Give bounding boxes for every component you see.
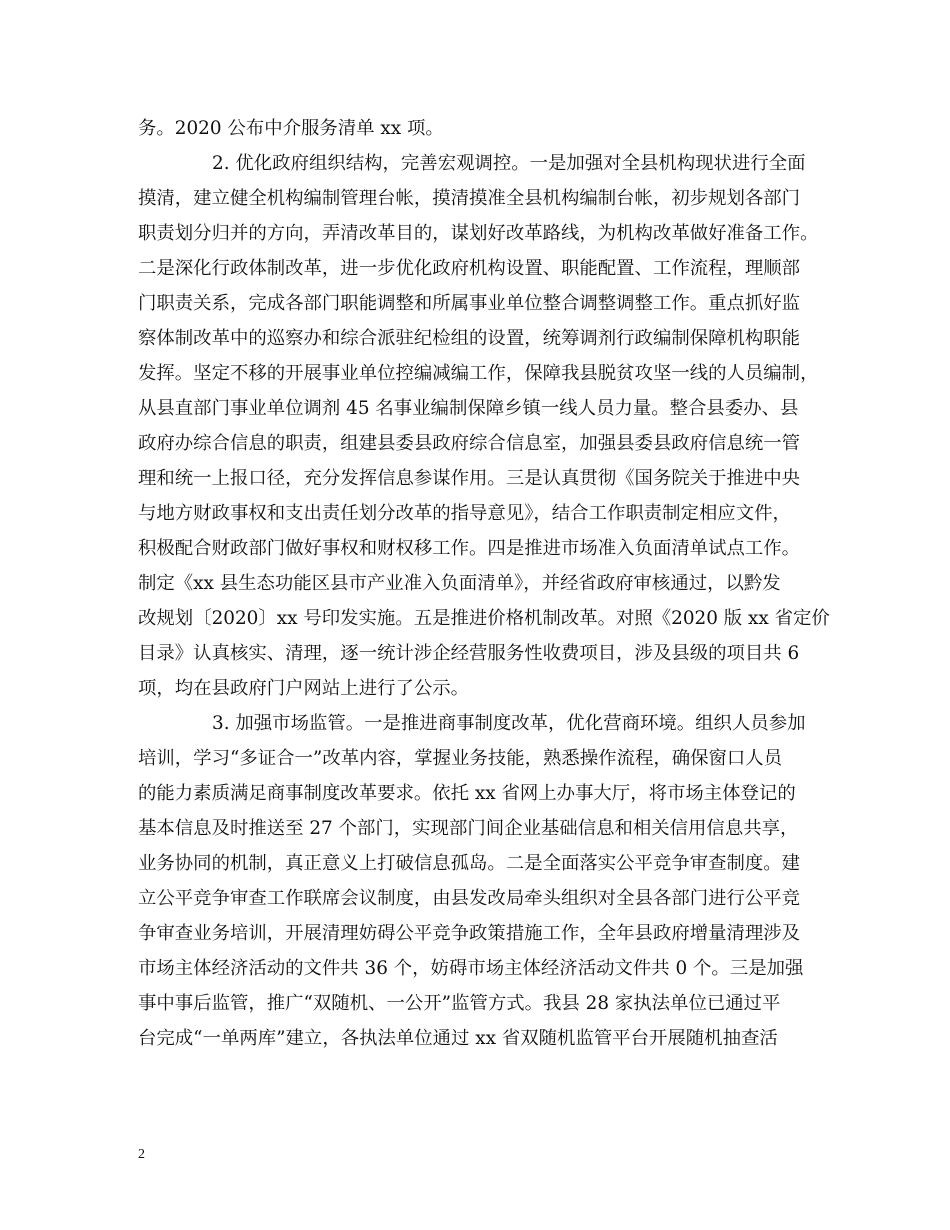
text-line: 项，均在县政府门户网站上进行了公示。 [138,678,470,699]
text-line: 察体制改革中的巡察办和综合派驻纪检组的设置，统筹调剂行政编制保障机构职能 [138,328,801,349]
text-line: 与地方财政事权和支出责任划分改革的指导意见》，结合工作职责制定相应文件， [138,503,791,524]
text-line: 发挥。坚定不移的开展事业单位控编减编工作，保障我县脱贫攻坚一线的人员编制， [138,363,819,384]
text-line: 培训，学习“多证合一”改革内容，掌握业务技能，熟悉操作流程，确保窗口人员 [138,748,783,769]
text-line: 2. 优化政府组织结构，完善宏观调控。一是加强对全县机构现状进行全面 [212,153,806,174]
text-line: 业务协同的机制，真正意义上打破信息孤岛。二是全面落实公平竞争审查制度。建 [138,853,801,874]
text-line: 务。2020 公布中介服务清单 xx 项。 [138,118,444,139]
text-line: 争审查业务培训，开展清理妨碍公平竞争政策措施工作，全年县政府增量清理涉及 [138,923,801,944]
text-line: 改规划〔2020〕xx 号印发实施。五是推进价格机制改革。对照《2020 版 xx 省定价 [138,608,830,629]
text-line: 立公平竞争审查工作联席会议制度，由县发改局牵头组织对全县各部门进行公平竞 [138,888,801,909]
text-line: 政府办综合信息的职责，组建县委县政府综合信息室，加强县委县政府信息统一管 [138,433,801,454]
text-line: 理和统一上报口径，充分发挥信息参谋作用。三是认真贯彻《国务院关于推进中央 [138,468,801,489]
text-line: 的能力素质满足商事制度改革要求。依托 xx 省网上办事大厅，将市场主体登记的 [138,783,796,804]
text-line: 基本信息及时推送至 27 个部门，实现部门间企业基础信息和相关信用信息共享， [138,818,799,839]
page-number: 2 [138,1147,145,1162]
text-line: 摸清，建立健全机构编制管理台帐，摸清摸准全县机构编制台帐，初步规划各部门 [138,188,801,209]
text-line: 职责划分归并的方向，弄清改革目的，谋划好改革路线，为机构改革做好准备工作。 [138,223,819,244]
text-line: 目录》认真核实、清理，逐一统计涉企经营服务性收费项目，涉及县级的项目共 6 [138,643,800,664]
text-line: 市场主体经济活动的文件共 36 个，妨碍市场主体经济活动文件共 0 个。三是加强 [138,958,804,979]
text-line: 制定《xx 县生态功能区县市产业准入负面清单》，并经省政府审核通过，以黔发 [138,573,781,594]
text-line: 台完成“一单两库”建立，各执法单位通过 xx 省双随机监管平台开展随机抽查活 [138,1028,778,1049]
text-line: 事中事后监管，推广“双随机、一公开”监管方式。我县 28 家执法单位已通过平 [138,993,781,1014]
text-line: 从县直部门事业单位调剂 45 名事业编制保障乡镇一线人员力量。整合县委办、县 [138,398,799,419]
text-line: 3. 加强市场监管。一是推进商事制度改革，优化营商环境。组织人员参加 [212,713,806,734]
text-line: 积极配合财政部门做好事权和财权移工作。四是推进市场准入负面清单试点工作。 [138,538,801,559]
text-line: 二是深化行政体制改革，进一步优化政府机构设置、职能配置、工作流程，理顺部 [138,258,801,279]
text-line: 门职责关系，完成各部门职能调整和所属事业单位整合调整调整工作。重点抓好监 [138,293,801,314]
